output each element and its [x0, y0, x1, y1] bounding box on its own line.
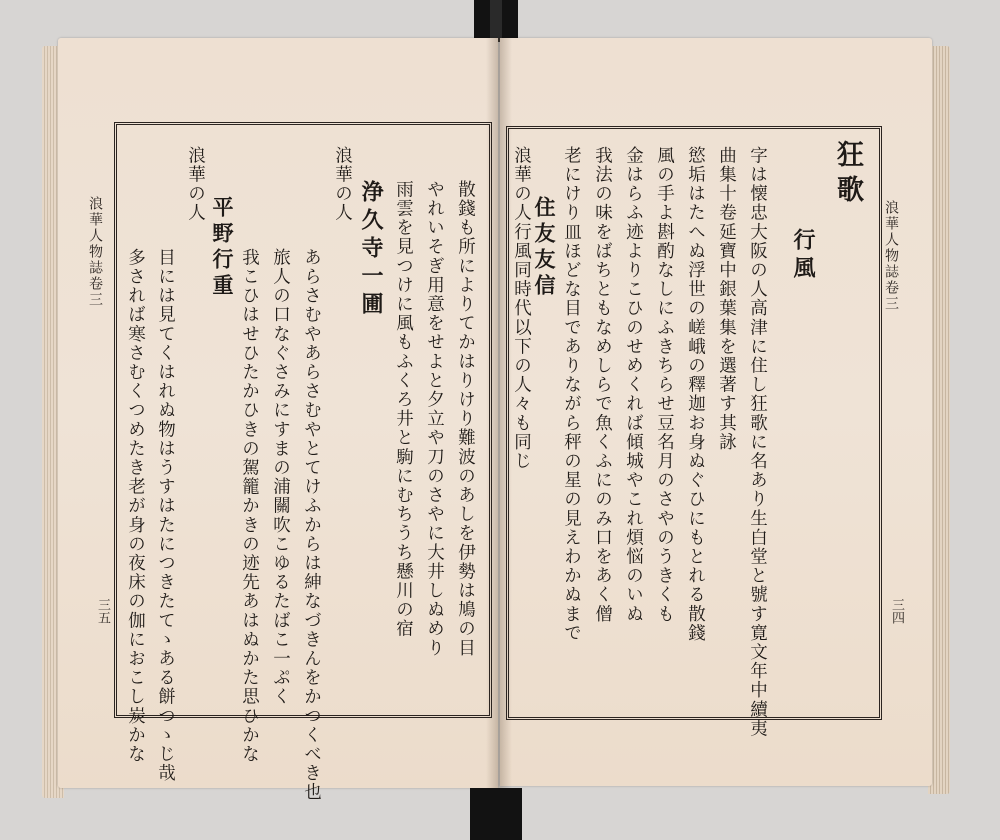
- verse-column: 金はらふ迹よりこひのせめくれば傾城やこれ煩悩のいぬ: [623, 146, 644, 624]
- poet-origin: 浪華の人: [332, 146, 353, 223]
- section-title: 狂歌: [832, 140, 863, 210]
- verse-column: やれいそぎ用意をせよと夕立や刀のさやに大井しぬめり: [424, 180, 445, 658]
- verse-column: 雨雲を見つけに風もふくろ井と駒にむちうち懸川の宿: [393, 180, 414, 639]
- verse-column: 我法の味をばちともなめしらで魚くふにのみ口をあく僧: [592, 146, 613, 624]
- poet-name: 浄久寺一圃: [358, 180, 384, 320]
- right-page-number: 三四: [889, 598, 904, 624]
- verse-column: あらさむやあらさむやとてけふからは紳なづきんをかつくべき也: [301, 248, 322, 802]
- poet-name: 平野行重: [210, 196, 235, 300]
- verse-column: 散錢も所によりてかはりけり難波のあしを伊勢は鳩の目: [455, 180, 476, 658]
- left-page-number: 三五: [95, 598, 110, 624]
- right-running-header: 浪華人物誌卷三: [883, 200, 899, 312]
- verse-column: 目には見てくはれぬ物はうすはたにつきたてゝある餅つゝじ哉: [155, 248, 176, 783]
- book-spine-top: [474, 0, 518, 42]
- biography-column: 字は懐忠大阪の人高津に住し狂歌に名あり生白堂と號す寛文年中續夷: [747, 146, 768, 739]
- book-spine-bottom: [470, 788, 522, 840]
- poet-name: 住友友信: [532, 196, 557, 300]
- poet-origin: 浪華の人: [185, 146, 206, 223]
- verse-column: 多されば寒さむくつめたき老が身の夜床の伽におこし炭かな: [125, 248, 146, 764]
- poet-name: 行風: [790, 228, 816, 284]
- left-running-header: 浪華人物誌卷三: [87, 196, 103, 308]
- verse-column: 老にけり皿ほどな目でありながら秤の星の見えわかぬまで: [561, 146, 582, 643]
- verse-column: 旅人の口なぐさみにすまの浦關吹こゆるたばこ一ぷく: [270, 248, 291, 707]
- verse-column: 我こひはせひたかひきの駕籠かきの迹先あはぬかた思ひかな: [239, 248, 260, 764]
- poet-origin: 浪華の人行風同時代以下の人々も同じ: [511, 146, 532, 471]
- verse-column: 風の手よ斟酌なしにふきちらせ豆名月のさやのうきくも: [654, 146, 675, 624]
- verse-column: 慾垢はたへぬ浮世の嵯峨の釋迦お身ぬぐひにもとれる散錢: [685, 146, 706, 643]
- biography-column: 曲集十卷延寶中銀葉集を選著す其詠: [716, 146, 737, 452]
